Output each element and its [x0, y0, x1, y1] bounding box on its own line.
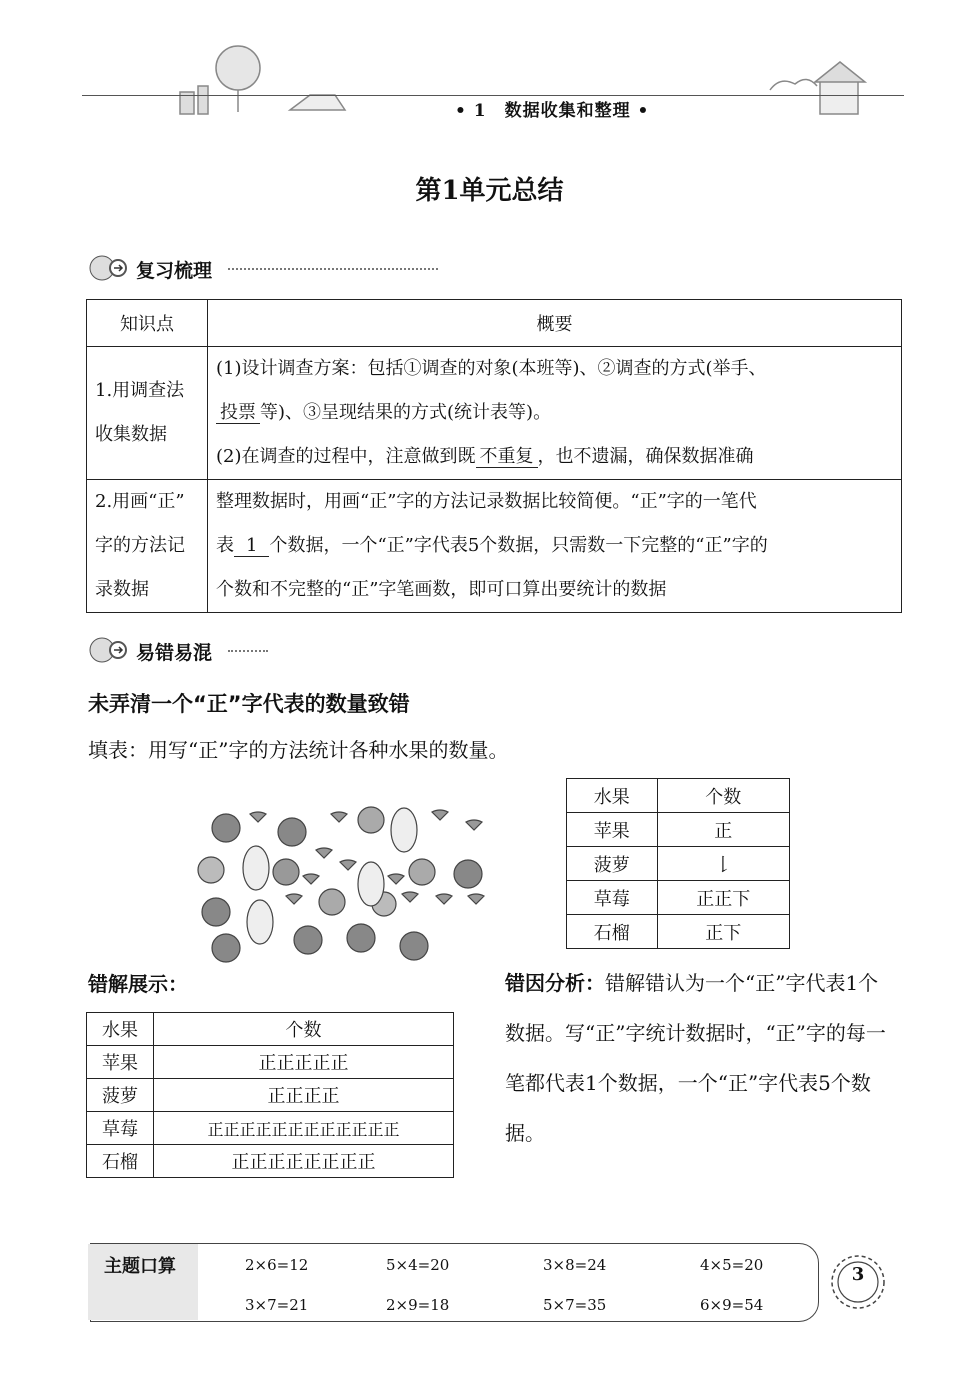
page-title: 第1单元总结	[415, 176, 564, 206]
table-row: 菠萝 正正正正	[87, 1079, 454, 1112]
wrong-solution-label: 错解展示：	[88, 972, 188, 996]
calc-item: 3×7=21	[245, 1296, 309, 1314]
table-header-row	[567, 779, 790, 813]
answer-blank: 不重复	[476, 447, 538, 468]
summary-table	[86, 299, 902, 613]
calc-item: 5×7=35	[543, 1296, 607, 1314]
col-header: 个数	[657, 779, 789, 813]
col-header: 个数	[154, 1013, 454, 1046]
error-analysis	[505, 958, 890, 1158]
calc-item: 2×9=18	[386, 1296, 450, 1314]
table-row	[87, 480, 902, 613]
answer-blank: 投票	[216, 403, 260, 424]
chef-icon	[86, 628, 130, 672]
table-row: 石榴 正下	[567, 915, 790, 949]
topic-cell: 1.用调查法 收集数据	[87, 347, 208, 480]
table-row: 石榴 正正正正正正正正	[87, 1145, 454, 1178]
section-heading-review: 复习梳理	[136, 260, 213, 282]
table-row	[87, 347, 902, 480]
wrong-solution-table	[86, 1012, 454, 1178]
error-analysis-text: 错解错认为一个“正”字代表1个数据。写“正”字统计数据时，“正”字的每一笔都代表1个数据，一个“正”字代表5个数据。	[505, 971, 886, 1145]
fruit-count-table	[566, 778, 790, 949]
col-header: 知识点	[87, 300, 208, 347]
table-row: 草莓 正正下	[567, 881, 790, 915]
table-row: 菠萝 𠄌	[567, 847, 790, 881]
answer-blank: 1	[234, 536, 269, 557]
mistake-title: 未弄清一个“正”字代表的数量致错	[88, 692, 410, 716]
calc-item: 5×4=20	[386, 1256, 450, 1274]
col-header: 水果	[567, 779, 658, 813]
calc-item: 3×8=24	[543, 1256, 607, 1274]
section-heading-mistakes: 易错易混	[136, 642, 213, 664]
dotted-divider	[228, 650, 268, 652]
col-header: 概要	[208, 300, 902, 347]
topic-cell: 2.用画“正” 字的方法记 录数据	[87, 480, 208, 613]
error-analysis-label: 错因分析：	[505, 971, 605, 995]
table-row: 苹果 正	[567, 813, 790, 847]
dotted-divider	[228, 268, 438, 270]
table-header-row	[87, 300, 902, 347]
summary-cell: 整理数据时，用画“正”字的方法记录数据比较简便。“正”字的一笔代 表 1 个数据，一个“正”字代表5个数据，只需数一下完整的“正”字的 个数和不完整的“正”字笔画数，即可口算出要统计的数据	[208, 480, 902, 613]
table-header-row	[87, 1013, 454, 1046]
chapter-header: • 1 数据收集和整理 •	[455, 101, 650, 121]
page-number: 3	[851, 1264, 865, 1285]
calc-item: 4×5=20	[700, 1256, 764, 1274]
question-text: 填表：用写“正”字的方法统计各种水果的数量。	[88, 738, 509, 762]
calc-item: 6×9=54	[700, 1296, 764, 1314]
summary-cell: (1)设计调查方案：包括①调查的对象(本班等)、②调查的方式(举手、 投票 等)、③呈现结果的方式(统计表等)。 (2)在调查的过程中，注意做到既 不重复 ，也不遗漏，确保数据准确	[208, 347, 902, 480]
oral-calc-label: 主题口算	[104, 1256, 176, 1277]
col-header: 水果	[87, 1013, 154, 1046]
calc-item: 2×6=12	[245, 1256, 309, 1274]
chef-icon	[86, 246, 130, 290]
table-row: 苹果 正正正正正	[87, 1046, 454, 1079]
table-row: 草莓 正正正正正正正正正正正正	[87, 1112, 454, 1145]
fruit-illustration	[196, 800, 496, 970]
